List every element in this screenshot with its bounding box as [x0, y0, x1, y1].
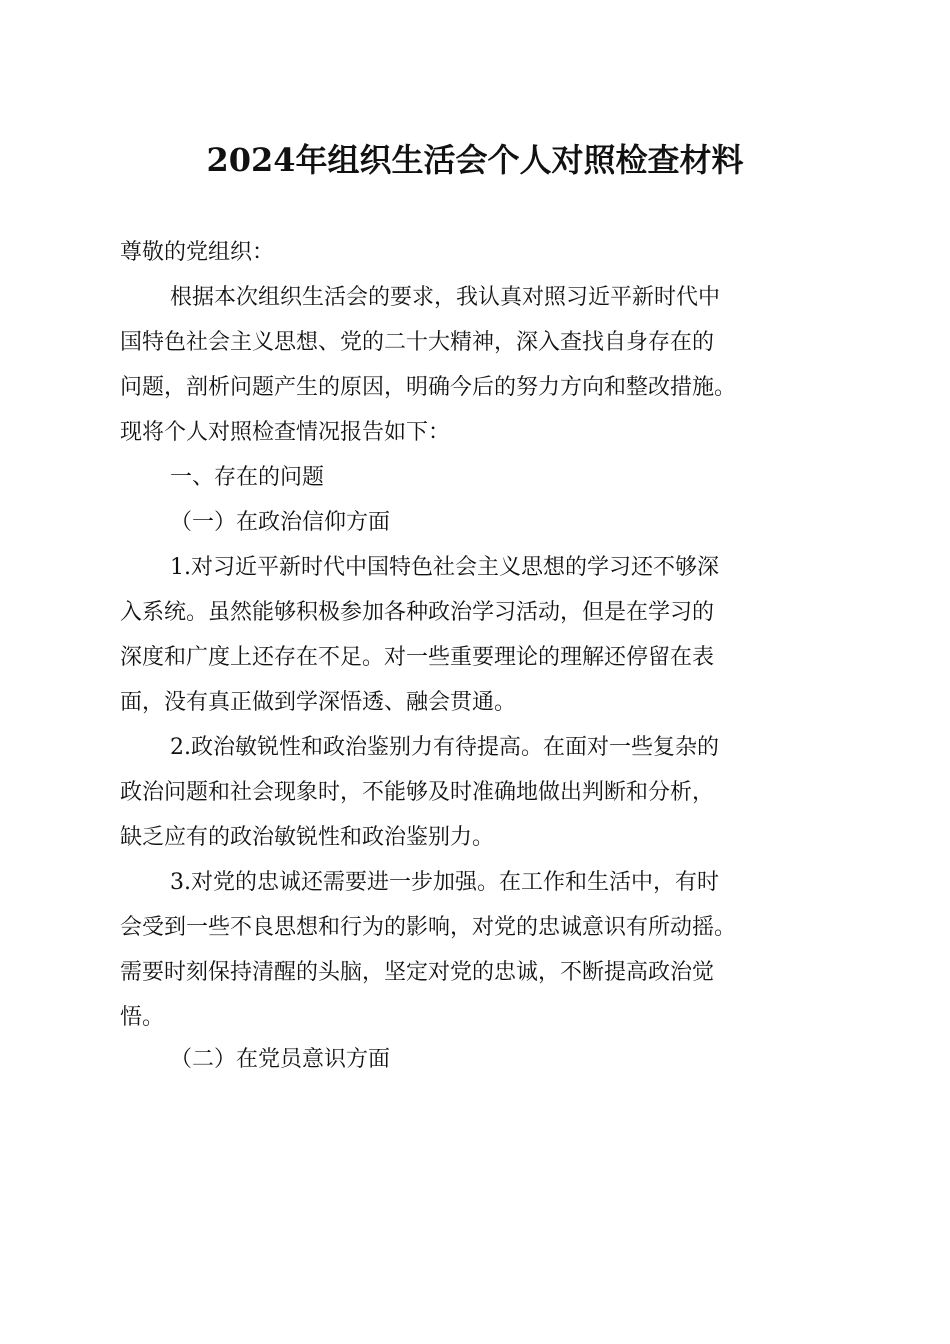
intro-line: 问题，剖析问题产生的原因，明确今后的努力方向和整改措施。: [120, 375, 737, 400]
item-line: 缺乏应有的政治敏锐性和政治鉴别力。: [120, 825, 495, 850]
item-line: 1.对习近平新时代中国特色社会主义思想的学习还不够深: [170, 555, 719, 580]
item-line: 会受到一些不良思想和行为的影响，对党的忠诚意识有所动摇。: [120, 915, 737, 940]
item-line: 2.政治敏锐性和政治鉴别力有待提高。在面对一些复杂的: [170, 735, 719, 760]
intro-line: 国特色社会主义思想、党的二十大精神，深入查找自身存在的: [120, 330, 715, 355]
item-line: 面，没有真正做到学深悟透、融会贯通。: [120, 690, 517, 715]
document-title: 2024年组织生活会个人对照检查材料: [206, 141, 744, 179]
item-line: 需要时刻保持清醒的头脑，坚定对党的忠诚，不断提高政治觉: [120, 960, 715, 985]
intro-line: 现将个人对照检查情况报告如下：: [120, 420, 451, 445]
section-heading: 一、存在的问题: [170, 465, 325, 490]
subsection-heading: （一）在政治信仰方面: [170, 510, 391, 535]
item-line: 深度和广度上还存在不足。对一些重要理论的理解还停留在表: [120, 645, 715, 670]
subsection-heading: （二）在党员意识方面: [170, 1047, 391, 1072]
item-line: 3.对党的忠诚还需要进一步加强。在工作和生活中，有时: [170, 870, 719, 895]
item-line: 入系统。虽然能够积极参加各种政治学习活动，但是在学习的: [120, 600, 715, 625]
intro-line: 根据本次组织生活会的要求，我认真对照习近平新时代中: [170, 285, 721, 310]
item-line: 悟。: [120, 1005, 165, 1030]
salutation: 尊敬的党组织：: [120, 240, 275, 265]
item-line: 政治问题和社会现象时，不能够及时准确地做出判断和分析，: [120, 780, 715, 805]
